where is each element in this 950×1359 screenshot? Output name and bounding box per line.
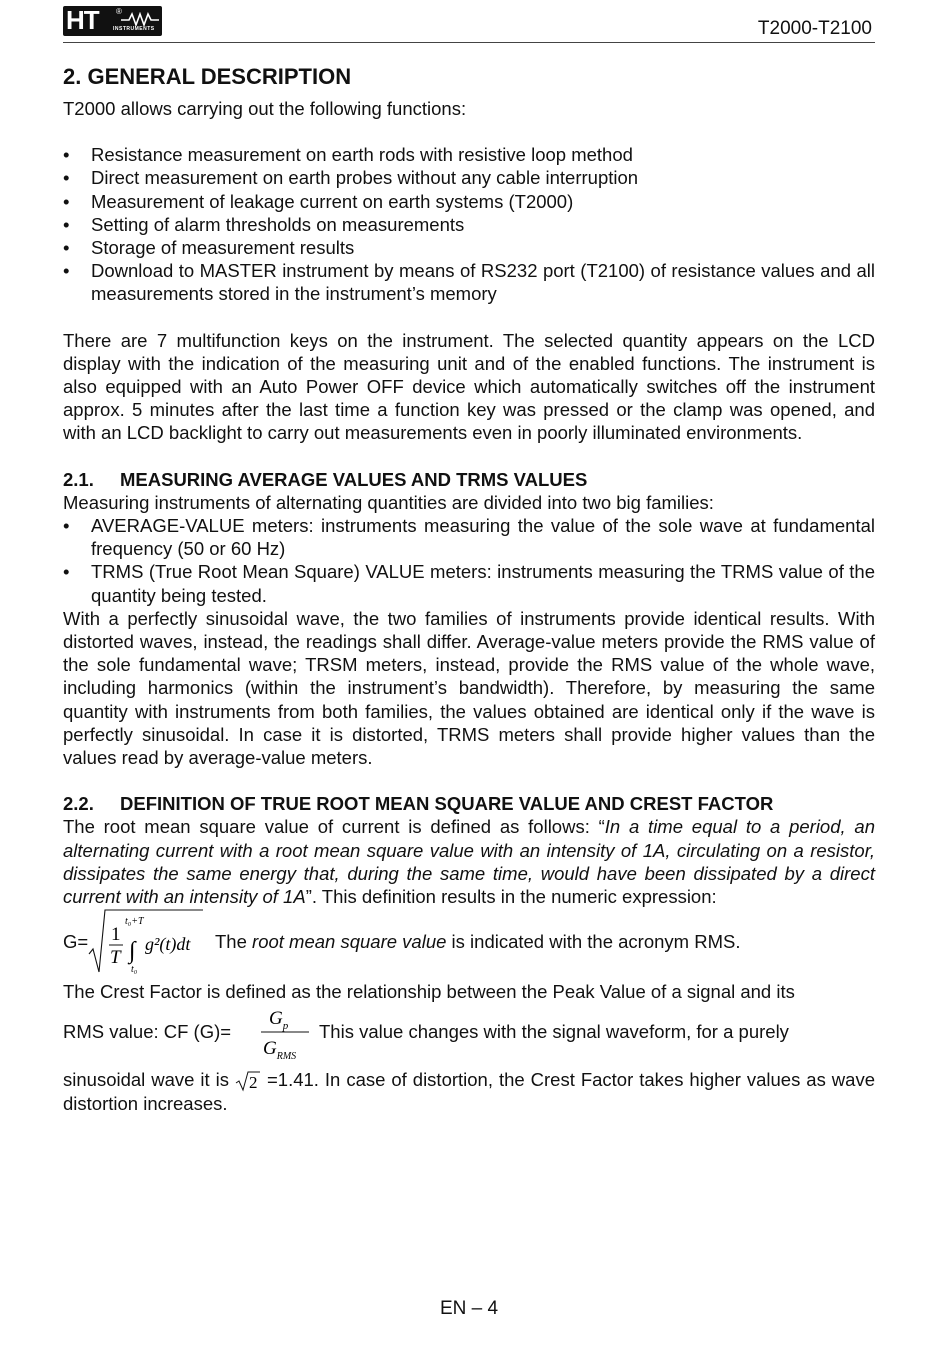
cf-denominator: $G_{RMS}$ — [263, 1037, 297, 1062]
logo-text: HT — [66, 5, 99, 35]
registered-mark: ® — [116, 7, 122, 16]
cf-conclusion: sinusoidal wave it is 2 =1.41. In case of distortion, the Crest Factor takes higher values as wave distortion increases. — [63, 1068, 875, 1114]
formula-integrand: g²(t)dt — [145, 934, 191, 955]
list-item: • AVERAGE-VALUE meters: instruments measuring the value of the sole wave at fundamental frequency (50 or 60 Hz) — [63, 514, 875, 560]
list-item: • Storage of measurement results — [63, 236, 875, 259]
cf-numerator: $G_p$ — [269, 1007, 289, 1032]
rms-formula — [87, 908, 213, 974]
section-2-intro: T2000 allows carrying out the following functions: — [63, 98, 467, 119]
list-item: • Setting of alarm thresholds on measurements — [63, 213, 875, 236]
model-label: T2000-T2100 — [757, 18, 872, 39]
integral-sign: ∫ — [129, 938, 136, 965]
crest-factor-row — [63, 1004, 875, 1062]
section-2-1-intro: Measuring instruments of alternating quantities are divided into two big families: — [63, 491, 714, 513]
list-item: • Direct measurement on earth probes without any cable interruption — [63, 166, 875, 189]
page-number: EN – 4 — [439, 1298, 499, 1319]
list-item: • Measurement of leakage current on earth systems (T2000) — [63, 190, 875, 213]
crest-factor-line: The Crest Factor is defined as the relationship between the Peak Value of a signal and its — [63, 981, 795, 1003]
rms-formula-row — [63, 908, 875, 974]
functions-list — [63, 143, 875, 305]
list-item: • Resistance measurement on earth rods with resistive loop method — [63, 143, 875, 166]
list-item: • Download to MASTER instrument by means of RS232 port (T2100) of resistance values and all measurements stored in the instrument’s memory — [63, 259, 875, 305]
sqrt-two — [235, 1070, 261, 1092]
cf-fraction — [259, 1004, 311, 1062]
families-list — [63, 514, 875, 607]
list-item: • TRMS (True Root Mean Square) VALUE meters: instruments measuring the TRMS value of the quantity being tested. — [63, 560, 875, 606]
section-2-title: 2. GENERAL DESCRIPTION — [63, 64, 352, 89]
formula-numerator: 1 — [111, 924, 121, 946]
cf-right-text: This value changes with the signal waveform, for a purely — [319, 1020, 789, 1042]
ht-logo — [63, 6, 162, 36]
formula-lower-limit: t₀ — [131, 964, 138, 975]
content — [63, 63, 875, 1115]
section-2-1-body: With a perfectly sinusoidal wave, the two families of instruments provide identical results. With distorted waves, instead, the readings shall differ. Average-value meters provide the RMS value of the sole fundamental wave; TRSM meters, instead, provide the RMS value of the whole wave, including harmonics (within the instrument’s bandwidth). Therefore, by measuring the same quantity with instruments from both families, the values obtained are identical only if the wave is perfectly sinusoidal. In case it is distorted, TRMS meters shall provide higher values than the values read by average-value meters. — [63, 607, 875, 769]
svg-text:2: 2 — [249, 1072, 258, 1092]
cf-left-text: RMS value: CF (G)= — [63, 1020, 232, 1042]
formula-denominator: T — [110, 947, 121, 969]
section-2-2-title: 2.2. DEFINITION OF TRUE ROOT MEAN SQUARE VALUE AND CREST FACTOR — [63, 793, 774, 815]
page-header — [63, 0, 875, 43]
rms-acronym-text: The root mean square value is indicated with the acronym RMS. — [215, 931, 741, 953]
section-2-1-title: 2.1. MEASURING AVERAGE VALUES AND TRMS VALUES — [63, 468, 588, 490]
formula-lhs: G= — [63, 931, 89, 953]
logo-subtext: INSTRUMENTS — [113, 26, 155, 32]
keys-paragraph: There are 7 multifunction keys on the instrument. The selected quantity appears on the LCD display with the indication of the measuring unit and of the enabled functions. The instrument is also equipped with an Auto Power OFF device which automatically switches off the instrument approx. 5 minutes after the last time a function key was pressed or the clamp was opened, and with an LCD backlight to carry out measurements even in poorly illuminated environments. — [63, 329, 875, 444]
waveform-icon — [121, 12, 159, 26]
rms-definition: The root mean square value of current is defined as follows: “In a time equal to a period, an alternating current with a root mean square value with an intensity of 1A, circulating on a resistor, dissipates the same energy that, during the same time, would have been dissipated by a direct current with an intensity of 1A”. This definition results in the numeric expression: — [63, 816, 876, 908]
formula-upper-limit: t₀+T — [125, 916, 144, 928]
